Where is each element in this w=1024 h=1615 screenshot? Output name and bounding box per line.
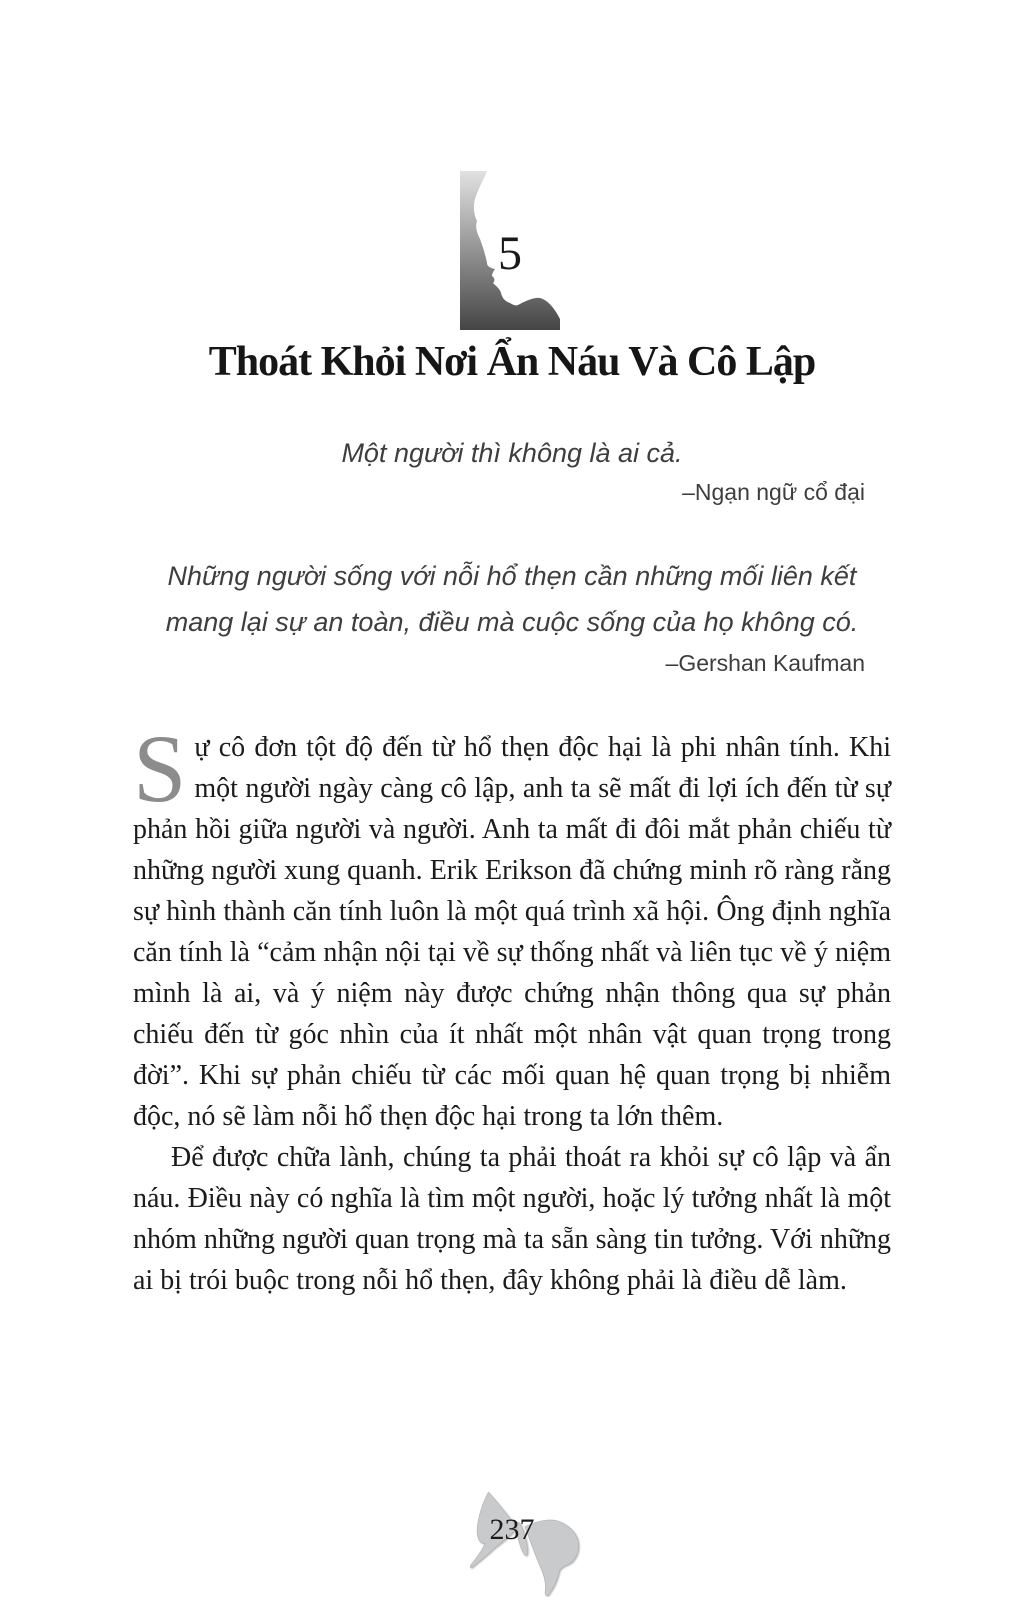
epigraph-attribution: –Gershan Kaufman bbox=[665, 650, 865, 676]
chapter-title: Thoát Khỏi Nơi Ẩn Náu Và Cô Lập bbox=[208, 339, 816, 385]
dropcap: S bbox=[133, 715, 187, 822]
page-number: 237 bbox=[489, 1513, 535, 1546]
epigraph-quote: Những người sống với nỗi hổ thẹn cần những mối liên kết mang lại sự an toàn, điều mà cuộc sống của họ không có. bbox=[165, 561, 859, 637]
paragraph: Để được chữa lành, chúng ta phải thoát ra khỏi sự cô lập và ẩn náu. Điều này có nghĩa là tìm một người, hoặc lý tưởng nhất là một nhóm những người quan trọng mà ta sẵn sàng tin tưởng. Với những ai bị trói buộc trong nỗi hổ thẹn, đây không phải là điều dễ làm. bbox=[133, 1142, 891, 1296]
chapter-number: 5 bbox=[498, 227, 522, 280]
body-text bbox=[133, 715, 891, 1301]
epigraph-attribution: –Ngạn ngữ cổ đại bbox=[682, 479, 865, 505]
paragraph bbox=[133, 715, 891, 1137]
epigraph-quote: Một người thì không là ai cả. bbox=[341, 438, 683, 468]
paragraph-text: ự cô đơn tột độ đến từ hổ thẹn độc hại là phi nhân tính. Khi một người ngày càng cô lập, anh ta sẽ mất đi lợi ích đến từ sự phản hồi giữa người và người. Anh ta mất đi đôi mắt phản chiếu từ những người xung quanh. Erik Erikson đã chứng minh rõ ràng rằng sự hình thành căn tính luôn là một quá trình xã hội. Ông định nghĩa căn tính là “cảm nhận nội tại về sự thống nhất và liên tục về ý niệm mình là ai, và ý niệm này được chứng nhận thông qua sự phản chiếu đến từ góc nhìn của ít nhất một nhân vật quan trọng trong đời”. Khi sự phản chiếu từ các mối quan hệ quan trọng bị nhiễm độc, nó sẽ làm nỗi hổ thẹn độc hại trong ta lớn thêm. bbox=[133, 732, 891, 1132]
face-profile-silhouette-icon bbox=[460, 171, 560, 330]
